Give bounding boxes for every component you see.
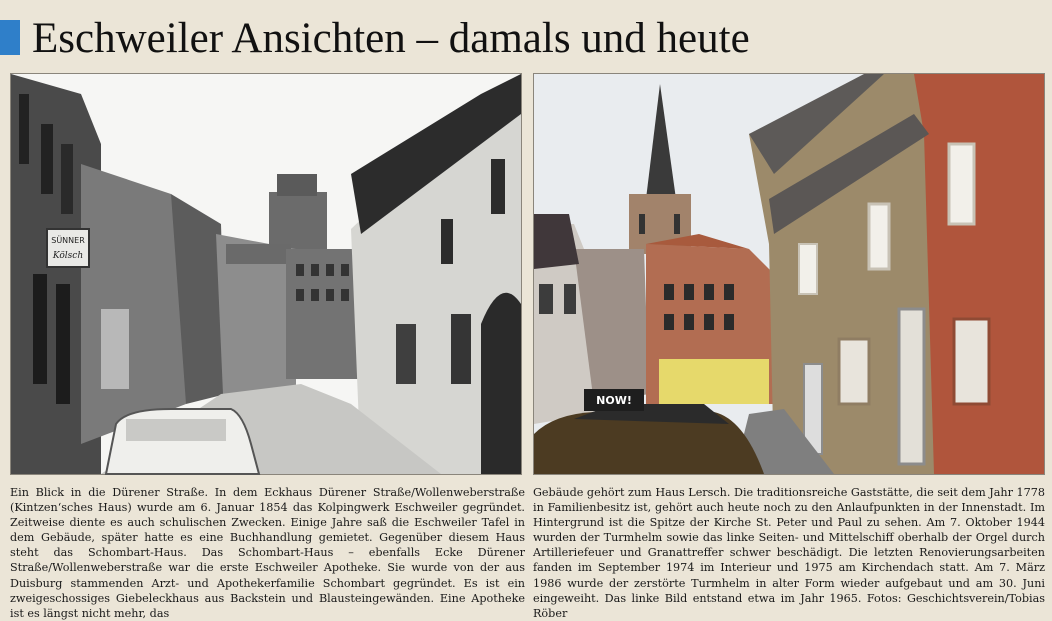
caption-right-column: Gebäude gehört zum Haus Lersch. Die traditionsreiche Gaststätte, die seit dem Jahr 1778 in Familienbesitz ist, gehört auch heute noch zu den Anlaufpunkten in der Innenstadt. Im Hintergrund ist die Spitze der Kirche St. Peter und Paul zu sehen. Am 7. Oktober 1944 wurden der Turmhelm sowie das linke Seiten- und Mittelschiff oberhalb der Orgel durch Artilleriefeuer und Granattreffer schwer beschädigt. Die letzten Renovierungsarbeiten fanden im September 1974 im Interieur und 1975 am Kirchendach statt. Am 7. März 1986 wurde der zerstörte Turmhelm in alter Form wieder aufgebaut und am 30. Juni eingeweiht. Das linke Bild entstand etwa im Jahr 1965. Fotos: Geschichtsverein/Tobias Röber [533, 486, 1045, 620]
headline-accent-bar [0, 20, 20, 55]
historic-street-photo [10, 73, 522, 475]
sign-line-2: Kölsch [52, 251, 84, 261]
headline: Eschweiler Ansichten – damals und heute [32, 15, 750, 62]
caption-left-column: Ein Blick in die Dürener Straße. In dem Eckhaus Dürener Straße/Wollenweberstraße (Kintzen‘sches Haus) wurde am 6. Januar 1854 das Kolpingwerk Eschweiler gegründet. Zeitweise diente es auch schulischen Zwecken. Einige Jahre saß die Eschweiler Tafel in dem Gebäude, später hatte es eine Buchhandlung gemietet. Gegenüber diesem Haus steht das Schombart-Haus. Das Schombart-Haus – ebenfalls Ecke Dürener Straße/Wollenweberstraße war die erste Eschweiler Apotheke. Sie wurde von der aus Duisburg stammenden Arzt- und Apothekerfamilie Schombart gegründet. Es ist ein zweigeschossiges Giebeleckhaus aus Backstein und Blausteingewänden. Eine Apotheke ist es längst nicht mehr, das [10, 486, 525, 620]
modern-street-photo [533, 73, 1045, 475]
sign-line-1: SÜNNER [51, 236, 85, 245]
car-roof-sign: NOW! [596, 394, 632, 407]
